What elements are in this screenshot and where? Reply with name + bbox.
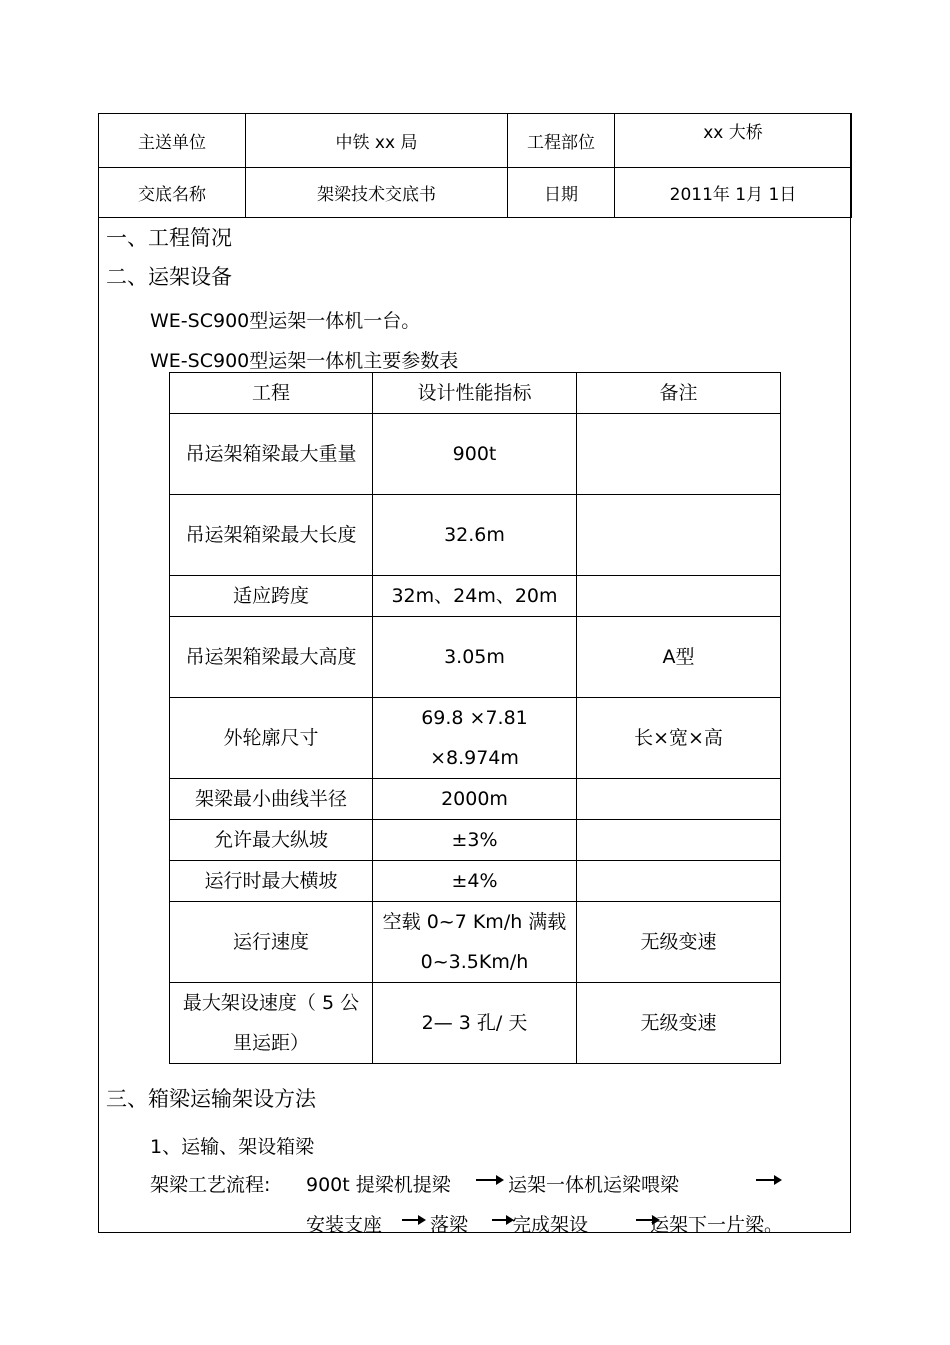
flow-step: 运架下一片梁。 [650,1214,784,1236]
column-header: 工程 [170,373,373,414]
table-row [170,902,781,983]
site-label: 工程部位 [508,114,615,168]
param-item: 外轮廓尺寸 [170,698,373,779]
arrow-icon [402,1219,424,1221]
param-note [577,820,781,861]
param-value: ±3% [373,820,577,861]
param-value: 3.05m [373,617,577,698]
arrow-icon [492,1219,512,1221]
date-label: 日期 [508,168,615,218]
param-value: ±4% [373,861,577,902]
column-header: 设计性能指标 [373,373,577,414]
table-caption: WE-SC900型运架一体机主要参数表 [150,350,459,372]
param-value: 69.8 ×7.81 ×8.974m [373,698,577,779]
table-row [170,495,781,576]
param-note: 长×宽×高 [577,698,781,779]
param-item: 允许最大纵坡 [170,820,373,861]
section-heading: 一、工程简况 [106,226,232,250]
sender-label: 主送单位 [99,114,246,168]
param-item: 吊运架箱梁最大重量 [170,414,373,495]
param-item: 吊运架箱梁最大高度 [170,617,373,698]
param-note [577,861,781,902]
param-item: 吊运架箱梁最大长度 [170,495,373,576]
param-note [577,495,781,576]
param-note [577,779,781,820]
site-value: xx 大桥 [615,114,852,168]
table-row [170,617,781,698]
title-value: 架梁技术交底书 [246,168,508,218]
arrow-icon [756,1179,780,1181]
header-table [98,113,852,218]
flow-step: 落梁 [430,1214,469,1236]
param-value: 空载 0~7 Km/h 满载 0~3.5Km/h [373,902,577,983]
table-row [170,576,781,617]
table-row [170,779,781,820]
flow-step: 运架一体机运梁喂梁 [508,1174,680,1196]
flow-label: 架梁工艺流程: [150,1174,271,1196]
section-heading: 三、箱梁运输架设方法 [106,1087,316,1111]
subsection-heading: 1、运输、架设箱梁 [150,1136,315,1158]
param-item: 运行速度 [170,902,373,983]
column-header: 备注 [577,373,781,414]
sender-value: 中铁 xx 局 [246,114,508,168]
flow-step: 安装支座 [306,1214,383,1236]
table-header-row [170,373,781,414]
param-item: 最大架设速度（ 5 公里运距） [170,983,373,1064]
param-note [577,414,781,495]
equipment-line: WE-SC900型运架一体机一台。 [150,310,421,332]
header-row [99,114,852,168]
param-item: 架梁最小曲线半径 [170,779,373,820]
table-row [170,861,781,902]
parameter-table [169,372,781,1064]
param-value: 32.6m [373,495,577,576]
title-label: 交底名称 [99,168,246,218]
arrow-icon [476,1179,502,1181]
flow-step: 完成架设 [512,1214,589,1236]
date-value: 2011年 1月 1日 [615,168,852,218]
header-row [99,168,852,218]
param-item: 运行时最大横坡 [170,861,373,902]
param-note: A型 [577,617,781,698]
param-note [577,576,781,617]
param-value: 32m、24m、20m [373,576,577,617]
param-note: 无级变速 [577,902,781,983]
table-row [170,983,781,1064]
param-note: 无级变速 [577,983,781,1064]
param-value: 900t [373,414,577,495]
section-heading: 二、运架设备 [106,265,232,289]
param-value: 2— 3 孔/ 天 [373,983,577,1064]
table-row [170,698,781,779]
flow-step: 900t 提梁机提梁 [306,1174,451,1196]
param-item: 适应跨度 [170,576,373,617]
table-row [170,820,781,861]
table-row [170,414,781,495]
param-value: 2000m [373,779,577,820]
